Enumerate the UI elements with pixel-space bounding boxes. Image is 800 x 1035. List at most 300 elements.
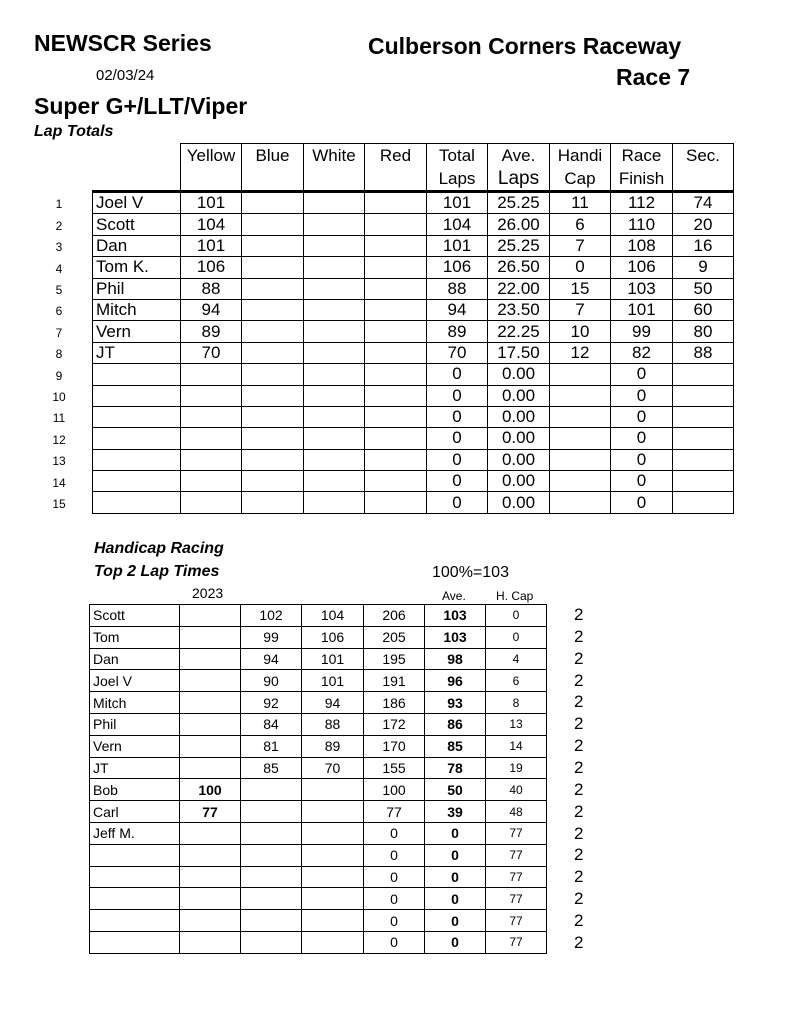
- row-number: 6: [55, 304, 63, 319]
- cell-y2023: [180, 866, 241, 888]
- race-number: Race 7: [616, 64, 691, 90]
- cell-white: [304, 406, 365, 427]
- lap-totals-row: [92, 214, 734, 235]
- cell-sec: 9: [673, 257, 734, 278]
- cell-sec: [673, 406, 734, 427]
- cell-name: [90, 931, 180, 953]
- cell-ave: 39: [425, 801, 486, 823]
- cell-y2023: [180, 670, 241, 692]
- cell-hcap: 15: [550, 278, 611, 299]
- cell-t2: 89: [302, 735, 364, 757]
- extra-column-value: 2: [574, 823, 584, 843]
- cell-hcap: 14: [486, 735, 547, 757]
- row-number: 14: [52, 475, 66, 490]
- cell-ave: 86: [425, 713, 486, 735]
- cell-sec: 50: [673, 278, 734, 299]
- cell-total: 101: [427, 235, 488, 256]
- cell-t1: [241, 910, 302, 932]
- cell-hcap: 7: [550, 235, 611, 256]
- lap-totals-row: [92, 492, 734, 513]
- header-red: Red: [365, 144, 427, 192]
- cell-name: JT: [93, 342, 181, 363]
- cell-name: Joel V: [90, 670, 180, 692]
- handicap-table: [89, 604, 547, 954]
- cell-name: Bob: [90, 779, 180, 801]
- row-number: 8: [55, 347, 63, 362]
- cell-total: 89: [427, 321, 488, 342]
- cell-total: 0: [427, 406, 488, 427]
- cell-total: 0: [427, 428, 488, 449]
- lap-totals-heading: Lap Totals: [34, 123, 114, 140]
- cell-white: [304, 214, 365, 235]
- cell-ave: 22.00: [488, 278, 550, 299]
- cell-sum: 100: [364, 779, 425, 801]
- cell-yellow: 101: [181, 235, 242, 256]
- cell-y2023: [180, 888, 241, 910]
- cell-ave: 85: [425, 735, 486, 757]
- handicap-row: [90, 866, 547, 888]
- cell-y2023: [180, 931, 241, 953]
- cell-red: [365, 428, 427, 449]
- cell-t2: [302, 822, 364, 844]
- cell-yellow: 89: [181, 321, 242, 342]
- cell-t2: [302, 910, 364, 932]
- row-number: 5: [55, 283, 63, 298]
- cell-name: [90, 866, 180, 888]
- cell-white: [304, 492, 365, 513]
- cell-sum: 0: [364, 931, 425, 953]
- cell-t2: 70: [302, 757, 364, 779]
- cell-hcap: 77: [486, 931, 547, 953]
- cell-finish: 0: [611, 492, 673, 513]
- lap-totals-row: [92, 299, 734, 320]
- cell-hcap: 0: [486, 626, 547, 648]
- cell-finish: 0: [611, 406, 673, 427]
- cell-name: Scott: [90, 605, 180, 627]
- cell-total: 0: [427, 385, 488, 406]
- cell-finish: 0: [611, 385, 673, 406]
- cell-sec: [673, 385, 734, 406]
- cell-y2023: [180, 626, 241, 648]
- cell-blue: [242, 342, 304, 363]
- cell-red: [365, 492, 427, 513]
- lap-totals-table: [52, 143, 734, 514]
- cell-total: 88: [427, 278, 488, 299]
- cell-yellow: 88: [181, 278, 242, 299]
- cell-ave: 26.00: [488, 214, 550, 235]
- lap-totals-row: [92, 406, 734, 427]
- cell-sum: 0: [364, 844, 425, 866]
- cell-yellow: [181, 428, 242, 449]
- cell-sec: [673, 364, 734, 385]
- cell-t2: [302, 888, 364, 910]
- cell-finish: 0: [611, 364, 673, 385]
- cell-white: [304, 321, 365, 342]
- cell-y2023: [180, 692, 241, 714]
- extra-column-value: 2: [574, 605, 584, 624]
- cell-yellow: [181, 492, 242, 513]
- cell-y2023: [180, 735, 241, 757]
- cell-white: [304, 235, 365, 256]
- cell-t1: 85: [241, 757, 302, 779]
- cell-white: [304, 278, 365, 299]
- cell-total: 0: [427, 492, 488, 513]
- cell-white: [304, 364, 365, 385]
- cell-hcap: [550, 385, 611, 406]
- header-blue: Blue: [242, 144, 304, 192]
- handicap-row: [90, 670, 547, 692]
- extra-column-value: 2: [574, 670, 584, 690]
- cell-t1: 92: [241, 692, 302, 714]
- cell-finish: 0: [611, 471, 673, 492]
- cell-total: 106: [427, 257, 488, 278]
- cell-t2: 88: [302, 713, 364, 735]
- cell-ave: 0.00: [488, 364, 550, 385]
- cell-white: [304, 428, 365, 449]
- cell-hcap: [550, 364, 611, 385]
- cell-finish: 0: [611, 428, 673, 449]
- cell-sum: 205: [364, 626, 425, 648]
- percent-label: 100%=103: [432, 564, 509, 581]
- row-number: 7: [55, 325, 63, 340]
- cell-red: [365, 385, 427, 406]
- cell-blue: [242, 449, 304, 470]
- cell-hcap: [550, 449, 611, 470]
- handicap-row: [90, 910, 547, 932]
- cell-sec: 16: [673, 235, 734, 256]
- cell-blue: [242, 406, 304, 427]
- race-date: 02/03/24: [96, 67, 155, 84]
- cell-hcap: 77: [486, 888, 547, 910]
- cell-red: [365, 192, 427, 214]
- cell-sum: 206: [364, 605, 425, 627]
- cell-t1: 90: [241, 670, 302, 692]
- cell-t2: 101: [302, 670, 364, 692]
- hcap-label: H. Cap: [496, 589, 534, 603]
- handicap-row: [90, 757, 547, 779]
- cell-t2: 94: [302, 692, 364, 714]
- cell-sec: [673, 449, 734, 470]
- row-number: 10: [52, 390, 66, 405]
- cell-name: Joel V: [93, 192, 181, 214]
- extra-column-value: 2: [574, 648, 584, 668]
- cell-hcap: [550, 492, 611, 513]
- cell-ave: 0.00: [488, 471, 550, 492]
- cell-sum: 191: [364, 670, 425, 692]
- lap-totals-row: [92, 278, 734, 299]
- cell-ave: 23.50: [488, 299, 550, 320]
- cell-t1: 102: [241, 605, 302, 627]
- handicap-row: [90, 605, 547, 627]
- cell-sec: 80: [673, 321, 734, 342]
- cell-hcap: 40: [486, 779, 547, 801]
- cell-red: [365, 342, 427, 363]
- lap-totals-row: [92, 342, 734, 363]
- cell-t1: [241, 866, 302, 888]
- cell-t1: [241, 779, 302, 801]
- cell-white: [304, 471, 365, 492]
- cell-white: [304, 385, 365, 406]
- cell-ave: 22.25: [488, 321, 550, 342]
- row-number: 13: [52, 454, 66, 469]
- cell-ave: 25.25: [488, 192, 550, 214]
- cell-y2023: [180, 844, 241, 866]
- cell-yellow: 106: [181, 257, 242, 278]
- cell-name: [55, 364, 181, 385]
- handicap-row: [90, 735, 547, 757]
- handicap-row: [90, 779, 547, 801]
- cell-hcap: 0: [486, 605, 547, 627]
- cell-t2: [302, 866, 364, 888]
- cell-finish: 99: [611, 321, 673, 342]
- cell-hcap: 0: [550, 257, 611, 278]
- extra-column-value: 2: [574, 867, 584, 887]
- row-number: 4: [55, 261, 63, 276]
- lap-totals-row: [92, 235, 734, 256]
- cell-hcap: [550, 428, 611, 449]
- handicap-row: [90, 888, 547, 910]
- cell-red: [365, 299, 427, 320]
- cell-y2023: 77: [180, 801, 241, 823]
- cell-blue: [242, 235, 304, 256]
- cell-yellow: [181, 406, 242, 427]
- cell-blue: [242, 257, 304, 278]
- cell-name: Mitch: [93, 299, 181, 320]
- cell-t1: 99: [241, 626, 302, 648]
- series-title: NEWSCR Series: [34, 30, 212, 56]
- extra-column-value: 2: [574, 845, 584, 865]
- cell-total: 0: [427, 364, 488, 385]
- cell-hcap: 10: [550, 321, 611, 342]
- cell-y2023: [180, 648, 241, 670]
- cell-y2023: [180, 910, 241, 932]
- cell-total: 104: [427, 214, 488, 235]
- lap-totals-row: [92, 449, 734, 470]
- cell-hcap: 77: [486, 844, 547, 866]
- year-label: 2023: [192, 585, 224, 601]
- handicap-row: [90, 626, 547, 648]
- cell-t2: 106: [302, 626, 364, 648]
- cell-name: Tom: [90, 626, 180, 648]
- cell-total: 70: [427, 342, 488, 363]
- cell-red: [365, 257, 427, 278]
- cell-blue: [242, 192, 304, 214]
- cell-t1: [241, 888, 302, 910]
- header-yellow: Yellow: [181, 144, 242, 192]
- cell-sec: 74: [673, 192, 734, 214]
- cell-ave: 0.00: [488, 492, 550, 513]
- cell-blue: [242, 299, 304, 320]
- cell-y2023: [180, 713, 241, 735]
- cell-name: Mitch: [90, 692, 180, 714]
- cell-sum: 0: [364, 866, 425, 888]
- cell-hcap: 8: [486, 692, 547, 714]
- cell-ave: 25.25: [488, 235, 550, 256]
- extra-column-value: 2: [574, 932, 584, 952]
- cell-total: 94: [427, 299, 488, 320]
- extra-column-value: 2: [574, 801, 584, 821]
- cell-yellow: 104: [181, 214, 242, 235]
- cell-t1: 84: [241, 713, 302, 735]
- cell-sum: 155: [364, 757, 425, 779]
- cell-red: [365, 471, 427, 492]
- row-number: 12: [52, 432, 66, 447]
- cell-hcap: 48: [486, 801, 547, 823]
- cell-sec: [673, 428, 734, 449]
- cell-sec: 88: [673, 342, 734, 363]
- cell-finish: 101: [611, 299, 673, 320]
- cell-t1: [241, 931, 302, 953]
- cell-ave: 0.00: [488, 449, 550, 470]
- extra-column-value: 2: [574, 692, 584, 712]
- handicap-row: [90, 692, 547, 714]
- cell-red: [365, 364, 427, 385]
- cell-t1: [241, 801, 302, 823]
- cell-yellow: 94: [181, 299, 242, 320]
- extra-column-value: 2: [574, 736, 584, 756]
- cell-name: Vern: [90, 735, 180, 757]
- cell-name: Tom K.: [93, 257, 181, 278]
- cell-white: [304, 342, 365, 363]
- extra-column-value: 2: [574, 626, 584, 646]
- extra-column-value: 2: [574, 779, 584, 799]
- cell-ave: 0: [425, 910, 486, 932]
- cell-red: [365, 321, 427, 342]
- cell-blue: [242, 471, 304, 492]
- cell-ave: 0: [425, 888, 486, 910]
- cell-hcap: 13: [486, 713, 547, 735]
- cell-hcap: 6: [486, 670, 547, 692]
- cell-name: [90, 844, 180, 866]
- class-title: Super G+/LLT/Viper: [34, 93, 248, 119]
- lap-totals-row: [92, 192, 734, 214]
- cell-hcap: 6: [550, 214, 611, 235]
- ave-label: Ave.: [442, 589, 466, 603]
- handicap-row: [90, 648, 547, 670]
- cell-yellow: [181, 471, 242, 492]
- cell-sum: 77: [364, 801, 425, 823]
- cell-name: Jeff M.: [90, 822, 180, 844]
- row-number: 15: [52, 496, 66, 511]
- cell-name: [90, 888, 180, 910]
- cell-hcap: 77: [486, 910, 547, 932]
- cell-y2023: [180, 605, 241, 627]
- cell-hcap: 12: [550, 342, 611, 363]
- handicap-row: [90, 844, 547, 866]
- cell-t2: [302, 931, 364, 953]
- cell-sum: 170: [364, 735, 425, 757]
- header-white: White: [304, 144, 365, 192]
- cell-ave: 26.50: [488, 257, 550, 278]
- cell-finish: 103: [611, 278, 673, 299]
- cell-name: Phil: [93, 278, 181, 299]
- handicap-row: [90, 713, 547, 735]
- cell-red: [365, 406, 427, 427]
- cell-hcap: [550, 471, 611, 492]
- cell-yellow: [181, 364, 242, 385]
- cell-white: [304, 257, 365, 278]
- cell-ave: 0: [425, 844, 486, 866]
- cell-sum: 172: [364, 713, 425, 735]
- cell-ave: 0: [425, 931, 486, 953]
- cell-y2023: [180, 757, 241, 779]
- cell-finish: 110: [611, 214, 673, 235]
- cell-sec: 20: [673, 214, 734, 235]
- row-number: 1: [55, 196, 63, 211]
- cell-t1: 81: [241, 735, 302, 757]
- cell-finish: 82: [611, 342, 673, 363]
- cell-ave: 93: [425, 692, 486, 714]
- cell-t1: [241, 822, 302, 844]
- cell-name: JT: [90, 757, 180, 779]
- cell-t2: 101: [302, 648, 364, 670]
- cell-sum: 0: [364, 822, 425, 844]
- cell-sec: 60: [673, 299, 734, 320]
- cell-blue: [242, 321, 304, 342]
- header-total-laps: Total Laps: [427, 144, 488, 192]
- lap-totals-row: [92, 471, 734, 492]
- cell-ave: 50: [425, 779, 486, 801]
- cell-white: [304, 192, 365, 214]
- cell-y2023: [180, 822, 241, 844]
- cell-name: Scott: [93, 214, 181, 235]
- extra-column-value: 2: [574, 910, 584, 930]
- cell-name: [90, 910, 180, 932]
- cell-blue: [242, 385, 304, 406]
- cell-ave: 0: [425, 822, 486, 844]
- header-ave-laps: Ave. Laps: [488, 144, 550, 192]
- cell-name: Vern: [93, 321, 181, 342]
- cell-ave: 0: [425, 866, 486, 888]
- cell-ave: 0.00: [488, 406, 550, 427]
- cell-hcap: [550, 406, 611, 427]
- extra-column-value: 2: [574, 889, 584, 909]
- cell-red: [365, 214, 427, 235]
- cell-hcap: 77: [486, 866, 547, 888]
- cell-hcap: 77: [486, 822, 547, 844]
- row-number: 9: [55, 368, 63, 383]
- cell-ave: 78: [425, 757, 486, 779]
- handicap-row: [90, 931, 547, 953]
- cell-ave: 0.00: [488, 385, 550, 406]
- cell-ave: 98: [425, 648, 486, 670]
- cell-white: [304, 299, 365, 320]
- top-laps-heading: Top 2 Lap Times: [94, 563, 220, 580]
- lap-totals-row: [92, 364, 734, 385]
- cell-ave: 96: [425, 670, 486, 692]
- cell-finish: 0: [611, 449, 673, 470]
- cell-t2: [302, 801, 364, 823]
- cell-blue: [242, 364, 304, 385]
- cell-red: [365, 449, 427, 470]
- cell-red: [365, 278, 427, 299]
- lap-totals-header-row: [92, 144, 734, 192]
- lap-totals-row: [92, 257, 734, 278]
- cell-sum: 195: [364, 648, 425, 670]
- cell-total: 101: [427, 192, 488, 214]
- lap-totals-row: [92, 321, 734, 342]
- lap-totals-row: [92, 428, 734, 449]
- handicap-row: [90, 801, 547, 823]
- cell-sec: [673, 492, 734, 513]
- handicap-row: [90, 822, 547, 844]
- cell-white: [304, 449, 365, 470]
- cell-finish: 106: [611, 257, 673, 278]
- cell-y2023: 100: [180, 779, 241, 801]
- row-number: 2: [55, 218, 63, 233]
- cell-yellow: [181, 449, 242, 470]
- cell-finish: 112: [611, 192, 673, 214]
